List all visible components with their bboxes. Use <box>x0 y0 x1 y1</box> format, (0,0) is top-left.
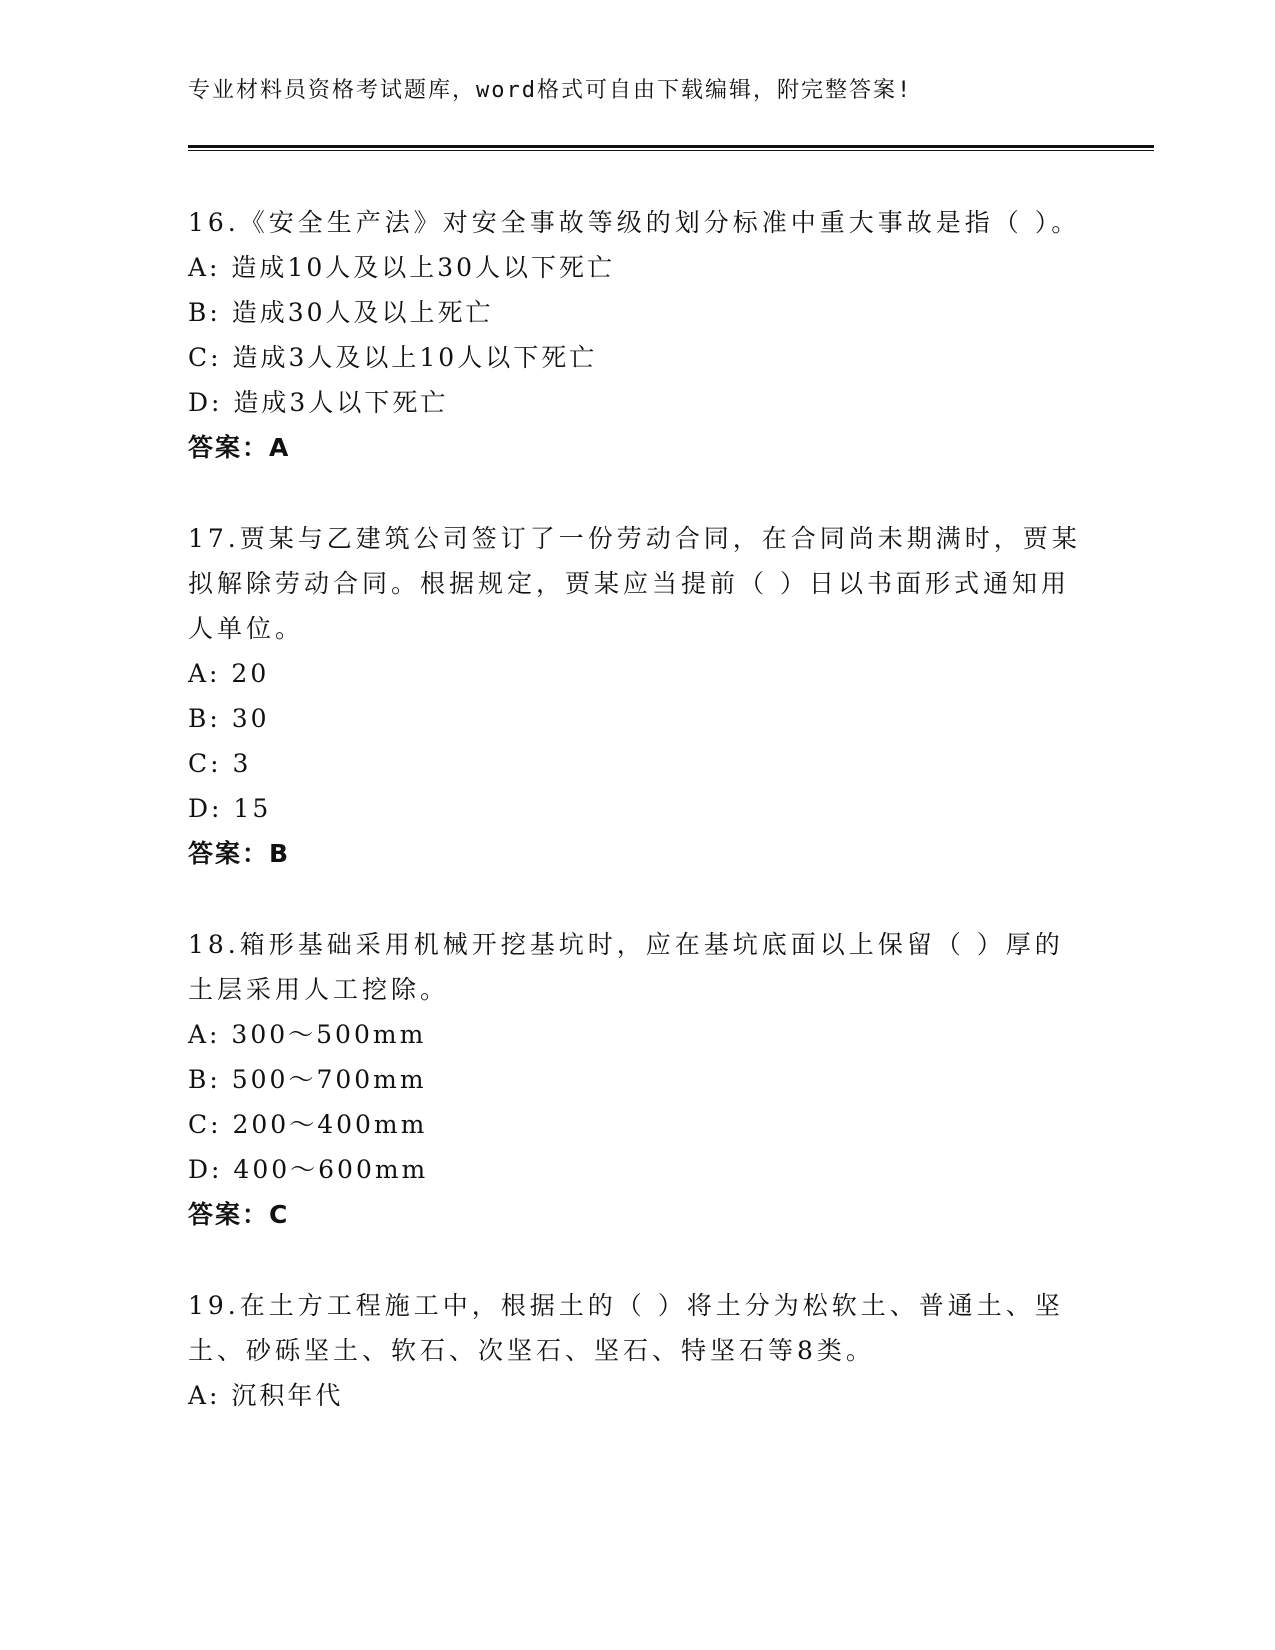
option-d: D: 400～600mm <box>188 1155 429 1184</box>
option-b: B: 500～700mm <box>188 1065 427 1094</box>
question-stem: 19.在土方工程施工中，根据土的（ ）将土分为松软土、普通土、坚土、砂砾坚土、软石、次坚石、坚石、特坚石等8类。 <box>188 1291 1064 1365</box>
option-b: B: 造成30人及以上死亡 <box>188 298 494 327</box>
question-19 <box>188 1283 1088 1418</box>
question-18 <box>188 922 1088 1237</box>
option-c: C: 3 <box>188 749 252 778</box>
option-c: C: 造成3人及以上10人以下死亡 <box>188 343 598 372</box>
question-stem: 16.《安全生产法》对安全事故等级的划分标准中重大事故是指（ ）。 <box>188 208 1081 237</box>
answer: 答案：C <box>188 1200 290 1229</box>
option-a: A: 沉积年代 <box>188 1381 344 1410</box>
question-stem: 17.贾某与乙建筑公司签订了一份劳动合同，在合同尚未期满时，贾某拟解除劳动合同。根据规定，贾某应当提前（ ）日以书面形式通知用人单位。 <box>188 524 1081 643</box>
option-d: D: 造成3人以下死亡 <box>188 388 449 417</box>
answer: 答案：A <box>188 433 291 462</box>
option-a: A: 300～500mm <box>188 1020 427 1049</box>
option-a: A: 20 <box>188 659 270 688</box>
question-list <box>188 200 1088 1464</box>
option-a: A: 造成10人及以上30人以下死亡 <box>188 253 616 282</box>
question-16 <box>188 200 1088 470</box>
option-c: C: 200～400mm <box>188 1110 428 1139</box>
option-b: B: 30 <box>188 704 270 733</box>
answer: 答案：B <box>188 839 291 868</box>
page-header-text: 专业材料员资格考试题库，word格式可自由下载编辑，附完整答案! <box>188 78 913 103</box>
header-rule-thick <box>188 145 1154 148</box>
question-stem: 18.箱形基础采用机械开挖基坑时，应在基坑底面以上保留（ ）厚的土层采用人工挖除。 <box>188 930 1064 1004</box>
question-17 <box>188 516 1088 876</box>
option-d: D: 15 <box>188 794 272 823</box>
header-rule-thin <box>188 150 1154 151</box>
